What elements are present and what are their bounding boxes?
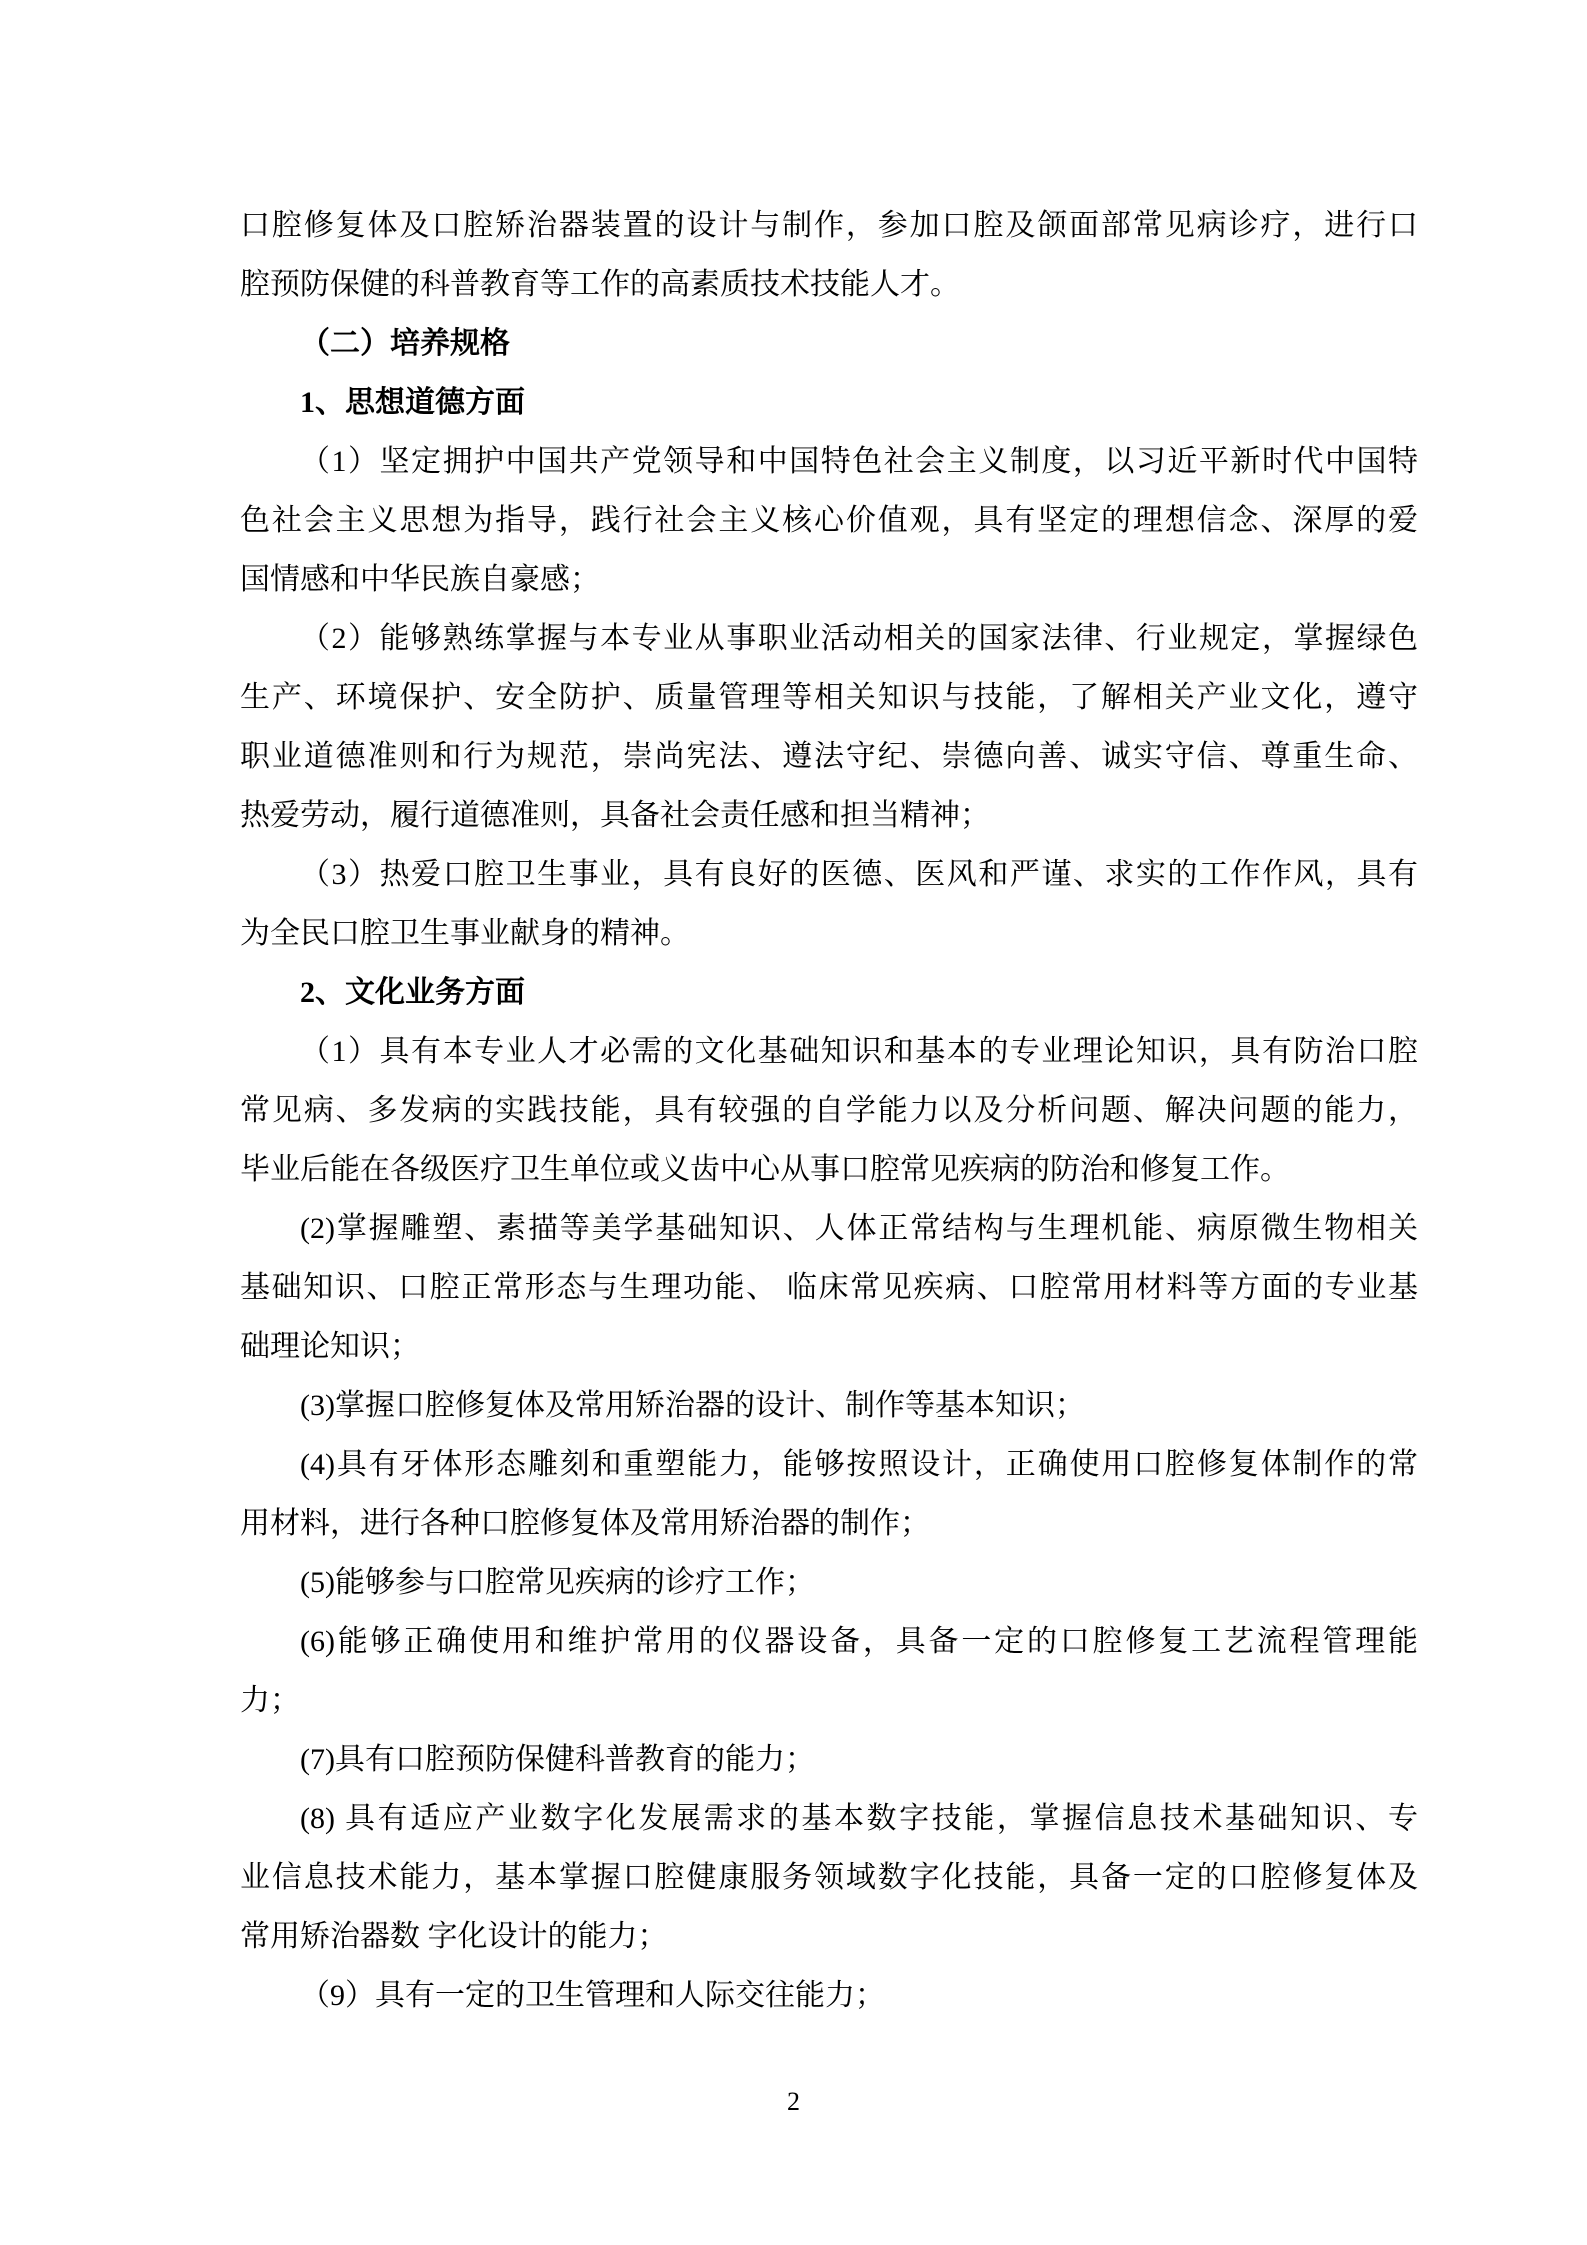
page-number: 2 <box>787 2087 800 2116</box>
document-body <box>240 196 1418 2025</box>
text-line: 础理论知识； <box>240 1330 420 1363</box>
text-line: 国情感和中华民族自豪感； <box>240 563 600 596</box>
text-line: 色社会主义思想为指导，践行社会主义核心价值观，具有坚定的理想信念、深厚的爱 <box>240 504 1418 537</box>
text-line: 用材料，进行各种口腔修复体及常用矫治器的制作； <box>240 1507 930 1540</box>
text-line: 职业道德准则和行为规范，崇尚宪法、遵法守纪、崇德向善、诚实守信、尊重生命、 <box>240 740 1418 773</box>
text-line: (2)掌握雕塑、素描等美学基础知识、人体正常结构与生理机能、病原微生物相关 <box>300 1212 1418 1245</box>
text-line: (3)掌握口腔修复体及常用矫治器的设计、制作等基本知识； <box>300 1389 1085 1422</box>
text-line: 口腔修复体及口腔矫治器装置的设计与制作，参加口腔及颌面部常见病诊疗，进行口 <box>240 209 1418 242</box>
text-line: 力； <box>240 1684 300 1717</box>
text-line: 生产、环境保护、安全防护、质量管理等相关知识与技能，了解相关产业文化，遵守 <box>240 681 1418 714</box>
text-line: 2、文化业务方面 <box>300 976 525 1009</box>
text-line: 业信息技术能力，基本掌握口腔健康服务领域数字化技能，具备一定的口腔修复体及 <box>240 1861 1418 1894</box>
text-line: （1）坚定拥护中国共产党领导和中国特色社会主义制度，以习近平新时代中国特 <box>300 445 1418 478</box>
page-footer <box>0 2085 1587 2119</box>
text-line: (7)具有口腔预防保健科普教育的能力； <box>300 1743 815 1776</box>
text-line: (8) 具有适应产业数字化发展需求的基本数字技能，掌握信息技术基础知识、专 <box>300 1802 1418 1835</box>
text-line: 毕业后能在各级医疗卫生单位或义齿中心从事口腔常见疾病的防治和修复工作。 <box>240 1153 1290 1186</box>
text-line: 1、思想道德方面 <box>300 386 525 419</box>
text-line: (6)能够正确使用和维护常用的仪器设备，具备一定的口腔修复工艺流程管理能 <box>300 1625 1418 1658</box>
text-line: （9）具有一定的卫生管理和人际交往能力； <box>300 1979 885 2012</box>
text-line: 热爱劳动，履行道德准则，具备社会责任感和担当精神； <box>240 799 990 832</box>
text-line: （1）具有本专业人才必需的文化基础知识和基本的专业理论知识，具有防治口腔 <box>300 1035 1418 1068</box>
text-line: (5)能够参与口腔常见疾病的诊疗工作； <box>300 1566 815 1599</box>
text-line: （二）培养规格 <box>300 327 510 360</box>
text-line: 常用矫治器数 字化设计的能力； <box>240 1920 668 1953</box>
text-line: 常见病、多发病的实践技能，具有较强的自学能力以及分析问题、解决问题的能力， <box>240 1094 1418 1127</box>
text-line: 为全民口腔卫生事业献身的精神。 <box>240 917 690 950</box>
text-line: （2）能够熟练掌握与本专业从事职业活动相关的国家法律、行业规定，掌握绿色 <box>300 622 1418 655</box>
text-line: 腔预防保健的科普教育等工作的高素质技术技能人才。 <box>240 268 960 301</box>
text-line: (4)具有牙体形态雕刻和重塑能力，能够按照设计，正确使用口腔修复体制作的常 <box>300 1448 1418 1481</box>
text-line: 基础知识、口腔正常形态与生理功能、 临床常见疾病、口腔常用材料等方面的专业基 <box>240 1271 1418 1304</box>
text-line: （3）热爱口腔卫生事业，具有良好的医德、医风和严谨、求实的工作作风，具有 <box>300 858 1418 891</box>
